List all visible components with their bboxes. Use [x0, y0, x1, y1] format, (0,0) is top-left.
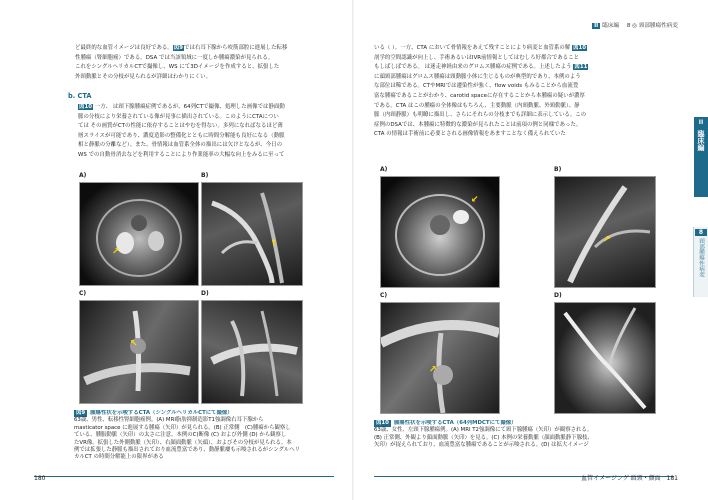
figure-ref[interactable]: 図10 — [573, 45, 587, 51]
vr-image-d — [201, 300, 303, 404]
panel-label-d: D) — [201, 290, 209, 297]
mri-image-a — [380, 176, 500, 288]
arrow-icon: ↗ — [112, 247, 120, 257]
caption-line: (B) 正常側、外観より顔面動脈（矢印）を見る。(C) 本例の栄養動脈（顔面動脈静下腺枝、 — [374, 434, 593, 441]
panel-label-d: D) — [554, 292, 562, 299]
text-line: WS での自動骨消去などを利用することにより作業能率の大幅な向上をみるに至って — [78, 151, 285, 158]
text-line: CTA の情報は手術前に必要とされる画像情報をあますことなく備えられていた — [374, 131, 566, 138]
figure-badge: 図9 — [76, 410, 86, 416]
chapter-title: 8 ◎ 頸部腫瘍性病変 — [626, 23, 678, 29]
left-page-number: 180 — [34, 475, 46, 482]
tab-label: 頸部腫瘍性病変 — [698, 238, 704, 278]
section-heading-cta: b. CTA — [68, 92, 92, 100]
arrow-icon: ↖ — [130, 339, 138, 349]
mri-structures — [80, 183, 198, 285]
panel-label-b: B) — [554, 166, 562, 173]
caption-line: たVR像。拡張した外側動脈（矢印）、右顔面動脈（矢頭）、およびその分枝が見られる。本 — [74, 439, 292, 446]
text-line: 外頸動脈とその分枝が見られるが詳細はわかりにくい。 — [75, 73, 212, 80]
running-header: II 臨床編 8 ◎ 頸部腫瘍性病変 — [594, 23, 678, 29]
figure9-caption — [74, 410, 329, 462]
vr-vessels — [202, 301, 302, 403]
vr-image-c — [79, 300, 199, 404]
text-line: ては その画質がCTの性能に依存することはやむを得ない。多列になればなるほど薄 — [78, 123, 283, 130]
panel-label-c: C) — [380, 292, 388, 299]
section-side-tab[interactable] — [694, 117, 708, 197]
text-line: いる（ ）。一方、CTA において骨情報をあえて残すことにより病変と血管系の解 図10 — [374, 45, 587, 51]
text-line: 性腫瘍（腎細胞癌）である。DSA では当該領域に一度しか腫瘍濃染が見られる。 — [75, 54, 274, 61]
figure-ref[interactable]: 図9 — [173, 45, 184, 51]
tab-number: 8 — [695, 229, 707, 236]
vr-vessels — [80, 301, 198, 403]
chapter-side-tab[interactable] — [693, 227, 708, 297]
caption-line: 例では拡張した静脈も描出されており血流豊富であり、動静脈瘻も示唆されるがシングルヘリ — [74, 447, 301, 454]
text-line: な部位は稀である。CTやMRIでは遷染性が強く、flow voids もみることから血流豊 — [374, 83, 579, 90]
vr-image-d — [554, 302, 656, 414]
vr-vessels — [555, 303, 655, 413]
right-page — [354, 0, 708, 500]
caption-line: カルCT の時間分解能上の限界がある — [74, 454, 164, 461]
vr-vessels — [202, 183, 302, 285]
caption-line: ている、腫脹動脈（矢印）の太さに注意。本例のC)断像 (C) および外側 (D) から観察し — [74, 432, 287, 439]
vr-vessels — [381, 303, 499, 413]
caption-line: 63歳、女性、左頸下腺腫瘍例。(A) MRI T2強調像にて頸下腺腫瘍（矢印）が観察される。 — [374, 427, 593, 434]
arrow-icon: ↗ — [603, 235, 611, 245]
text-line: 脈（内頸静脈）も明瞭に描出し、さらにそれらの分枝までも詳細に表示している。この — [374, 112, 587, 119]
vr-vessels — [555, 177, 655, 287]
right-footer — [581, 473, 678, 482]
text-line: 症例のDSAでは、本腫瘍に特徴的な濃染が見られたことは前項の例と同様であった。 — [374, 121, 582, 128]
text-line: に頭頸部腫瘍はグロムス腫瘍は頸動脈小体に生じるものが典型的であり、本例のよう — [374, 73, 581, 80]
caption-title: 図10 腫瘍性状を示唆するCTA（64列MDCTにて撮像） — [376, 420, 517, 426]
vr-image-b — [554, 176, 656, 288]
text-line: これをシングルヘリカルCTで撮像し、WS にて3Dイメージを作成すると、拡張した — [75, 64, 280, 71]
caption-line: 矢印）が捉えられており、血流豊富な腫瘍であることが示唆される。(D) は拡大イメージ — [374, 442, 589, 449]
tab-number: II — [695, 119, 707, 126]
text-line: 剖学的空間認識が向上し、手術あるいはIVR前情報としてはむしろ好都合であること — [374, 54, 580, 61]
cta-body-text — [78, 103, 326, 161]
text-line: 相と静脈の分離など）。また、骨情報は血管系全体の描出には欠けとなるが、今日の — [78, 142, 283, 149]
caption-title: 図9 腫瘍性状を示唆するCTA（シングルヘリカルCTにて撮像） — [76, 410, 233, 416]
text-line: もしばしばである。 は迷走神経由来のグロムス腫瘍の症例である。上述したよう 図11 — [374, 64, 588, 71]
vr-image-c — [380, 302, 500, 414]
text-line: ど最終的な血管イメージは良好である。図9では右耳下腺から咬筋部腔に進展した転移 — [75, 45, 288, 51]
text-line: 富な腫瘍であることがわかり、carotid spaceに存在することから本腫瘍の疑いが濃厚 — [374, 92, 585, 99]
panel-label-a: A) — [79, 172, 87, 179]
section-number: II — [594, 23, 599, 29]
arrow-icon: ↗ — [429, 365, 437, 375]
arrow-icon: ↑ — [270, 239, 278, 249]
right-page-number: 181 — [666, 475, 678, 482]
mri-image-a — [79, 182, 199, 286]
figure-ref[interactable]: 図10 — [79, 104, 93, 110]
arrow-icon: ↙ — [471, 195, 479, 205]
footer-rule — [34, 476, 334, 477]
tab-label: 臨床編 — [697, 130, 705, 151]
panel-label-c: C) — [79, 290, 87, 297]
text-line: 層スライスが可能であり、濃度造影の整備化とともに時間分解能も良好になる（動脈 — [78, 132, 285, 139]
vr-image-b — [201, 182, 303, 286]
text-line: である。CTA はこの腫瘍の全体像はもちろん、主要動脈（内頸動脈、外頸動脈）、静 — [374, 102, 580, 109]
text-line: 脈の分枝により栄養されている像が見事に描出されている。このようにCTAについ — [78, 113, 279, 120]
caption-line: masticator space に進展する腫瘍（矢印）が見られる。(B) 正常側 (C)腫瘍から観察し — [74, 424, 291, 431]
figure-badge: 図10 — [376, 420, 389, 426]
figure-ref[interactable]: 図11 — [574, 64, 588, 71]
panel-label-b: B) — [201, 172, 209, 179]
text-line: 図10 一方、 は頸下腺腫瘍症例であるが、64列CTで撮像、処理した画像では静面動 — [79, 104, 285, 110]
left-intro-text — [75, 44, 325, 82]
panel-label-a: A) — [380, 166, 388, 173]
right-body-text — [374, 44, 644, 140]
book-title: 血管イメージング 頭頸・顔面 — [581, 475, 661, 482]
figure10-caption — [374, 420, 654, 450]
caption-line: 63歳、男性、転移性腎細胞癌例。(A) MRI脂肪抑制造影T1強調像右耳下腺から — [74, 417, 264, 424]
mri-structures — [381, 177, 499, 287]
